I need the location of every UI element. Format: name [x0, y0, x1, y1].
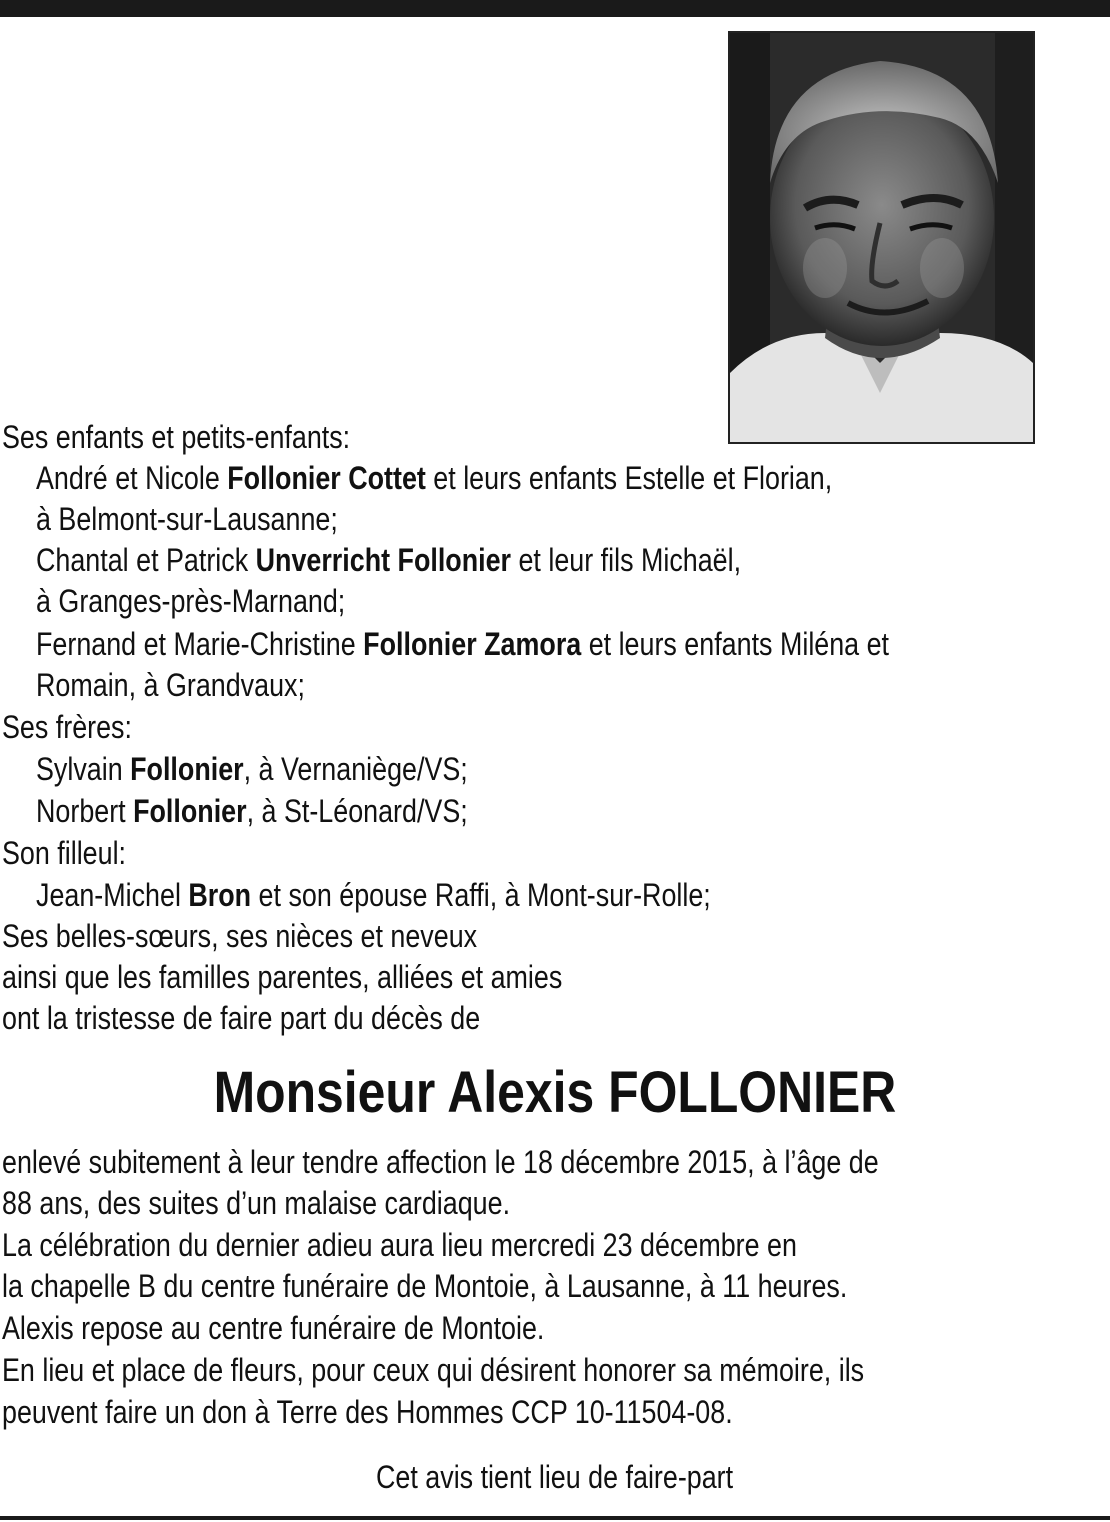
- child-3-names: Fernand et Marie-Christine: [36, 626, 364, 662]
- body-line-4: la chapelle B du centre funéraire de Montoie, à Lausanne, à 11 heures.: [2, 1268, 848, 1304]
- portrait-photo: [728, 31, 1035, 444]
- announcement-line: ont la tristesse de faire part du décès de: [2, 1000, 481, 1036]
- child-3-detail: et leurs enfants Miléna et: [581, 626, 890, 662]
- godson-surname: Bron: [188, 877, 252, 913]
- brother-2-name: Norbert: [36, 793, 134, 829]
- brother-1-name: Sylvain: [36, 751, 131, 787]
- body-line-5: Alexis repose au centre funéraire de Montoie.: [2, 1310, 545, 1346]
- child-entry-1: [36, 458, 832, 498]
- bottom-rule: [0, 1516, 1110, 1520]
- children-heading: Ses enfants et petits-enfants:: [2, 419, 351, 455]
- top-rule: [0, 0, 1110, 17]
- body-line-1: enlevé subitement à leur tendre affection le 18 décembre 2015, à l’âge de: [2, 1144, 879, 1180]
- brother-2-surname: Follonier: [133, 793, 247, 829]
- body-line-2: 88 ans, des suites d’un malaise cardiaque.: [2, 1185, 511, 1221]
- portrait-image: [730, 33, 1033, 442]
- child-1-place: à Belmont-sur-Lausanne;: [36, 501, 338, 537]
- brother-1-place: , à Vernaniège/VS;: [243, 751, 468, 787]
- child-1-names: André et Nicole: [36, 460, 228, 496]
- others-line-1: Ses belles-sœurs, ses nièces et neveux: [2, 918, 478, 954]
- godson-heading: Son filleul:: [2, 835, 127, 871]
- brother-2-place: , à St-Léonard/VS;: [246, 793, 468, 829]
- brother-entry-2: [36, 791, 468, 831]
- child-2-names: Chantal et Patrick: [36, 542, 256, 578]
- child-3-surname: Follonier Zamora: [363, 626, 582, 662]
- child-entry-3: [36, 624, 889, 664]
- body-line-6: En lieu et place de fleurs, pour ceux qui désirent honorer sa mémoire, ils: [2, 1352, 865, 1388]
- brother-entry-1: [36, 749, 468, 789]
- footer-note: [0, 1457, 1110, 1497]
- child-1-detail: et leurs enfants Estelle et Florian,: [425, 460, 833, 496]
- others-line-2: ainsi que les familles parentes, alliées et amies: [2, 959, 563, 995]
- godson-entry: [36, 875, 711, 915]
- child-2-place: à Granges-près-Marnand;: [36, 583, 346, 619]
- child-2-detail: et leur fils Michaël,: [511, 542, 742, 578]
- deceased-name-heading: [0, 1060, 1110, 1126]
- brother-1-surname: Follonier: [130, 751, 244, 787]
- brothers-heading: Ses frères:: [2, 709, 132, 745]
- child-3-place: Romain, à Grandvaux;: [36, 667, 305, 703]
- godson-detail: et son épouse Raffi, à Mont-sur-Rolle;: [251, 877, 711, 913]
- deceased-name: Monsieur Alexis FOLLONIER: [213, 1060, 897, 1125]
- body-line-7: peuvent faire un don à Terre des Hommes CCP 10-11504-08.: [2, 1394, 733, 1430]
- godson-name: Jean-Michel: [36, 877, 189, 913]
- body-line-3: La célébration du dernier adieu aura lieu mercredi 23 décembre en: [2, 1227, 797, 1263]
- child-entry-2: [36, 540, 741, 580]
- footer-note-text: Cet avis tient lieu de faire-part: [376, 1459, 734, 1495]
- child-1-surname: Follonier Cottet: [227, 460, 426, 496]
- child-2-surname: Unverricht Follonier: [255, 542, 512, 578]
